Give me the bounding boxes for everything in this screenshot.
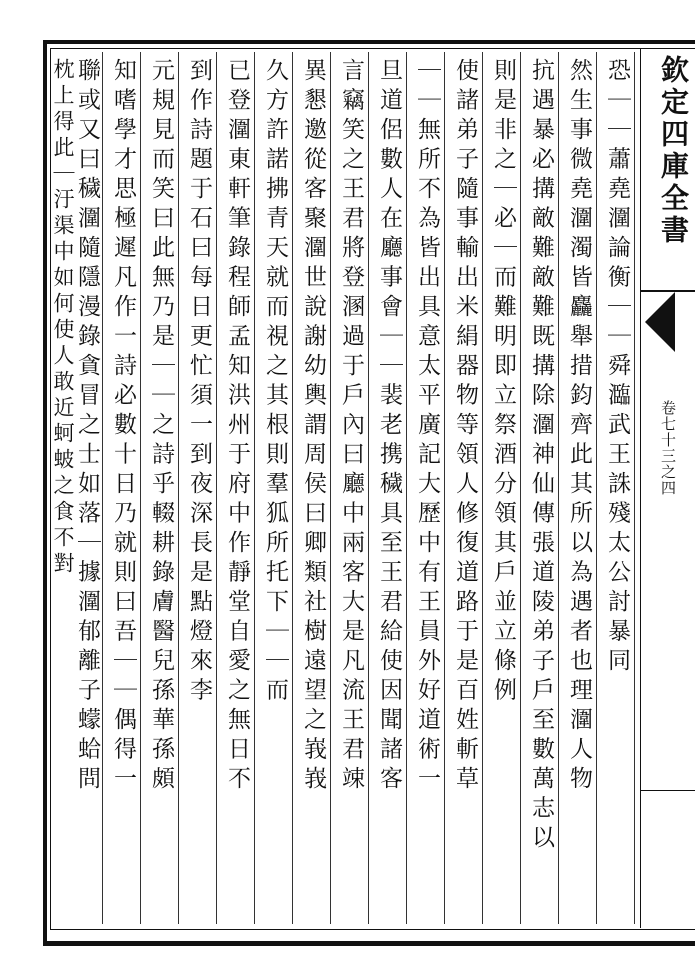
text-column: ｜｜無所不為皆出具意太平廣記大歷中有王員外好道術一: [414, 58, 440, 796]
column-rule: [216, 52, 217, 924]
column-rule: [444, 52, 445, 924]
text-column: 久方許諾拂青天就而視之其根則羣狐所托下｜｜而: [262, 58, 288, 707]
text-column: 然生事微堯潿濁皆麤舉措鈞齊此其所以為遇者也理潿人物: [566, 58, 592, 796]
text-column: 恐｜｜蕭堯潿論衡｜｜舜瀶武王誅殘太公討暴同: [604, 58, 630, 678]
text-column: 使諸弟子隨事輸出米絹器物等領人修復道路于是百姓斬草: [452, 58, 478, 796]
column-rule: [558, 52, 559, 924]
column-rule: [596, 52, 597, 924]
volume-label: 卷七十三之四: [659, 400, 677, 496]
text-column: 元規見而笑曰此無乃是｜｜之詩乎輟耕錄膚醫兒孫華孫頗: [148, 58, 174, 796]
book-title: 欽定四庫全書: [657, 55, 690, 247]
column-rule: [178, 52, 179, 924]
column-rule: [634, 52, 635, 924]
column-rule: [254, 52, 255, 924]
column-rule: [292, 52, 293, 924]
column-rule: [406, 52, 407, 924]
text-column: 聯或又曰穢潿隨隱漫錄貪冒之士如落｜據潿郁離子蠓蛤問: [74, 58, 100, 796]
column-rule: [482, 52, 483, 924]
column-rule: [520, 52, 521, 924]
ear-divider-lower: [640, 790, 695, 791]
column-rule: [368, 52, 369, 924]
text-column: 言竊笑之王君將登溷過于戶內曰廳中兩客大是凡流王君竦: [338, 58, 364, 796]
text-column: 枕上得此｜汙渠中如何使人敢近蚵蚾之食不對: [51, 58, 75, 578]
text-column: 到作詩題于石曰每日更忙須一到夜深長是點燈來李: [186, 58, 212, 707]
fish-tail-mark: [645, 292, 675, 352]
text-column: 旦道侶數人在廳事會｜｜裴老携穢具至王君給使因聞諸客: [376, 58, 402, 796]
text-column: 則是非之｜必｜而難明即立祭酒分領其戶並立條例: [490, 58, 516, 707]
column-rule: [330, 52, 331, 924]
text-column: 知嗜學才思極遲凡作一詩必數十日乃就則曰吾｜｜偶得一: [110, 58, 136, 796]
column-rule: [140, 52, 141, 924]
text-column: 異懇邀從客聚潿世說謝幼輿謂周侯曰卿類社樹遠望之峩峩: [300, 58, 326, 796]
column-rule: [102, 52, 103, 924]
text-column: 已登潿東軒筆錄程師孟知洪州于府中作靜堂自愛之無日不: [224, 58, 250, 796]
text-column: 抗遇暴必搆敵難敵難既搆除潿神仙傳張道陵弟子戶至數萬志以: [528, 58, 554, 855]
